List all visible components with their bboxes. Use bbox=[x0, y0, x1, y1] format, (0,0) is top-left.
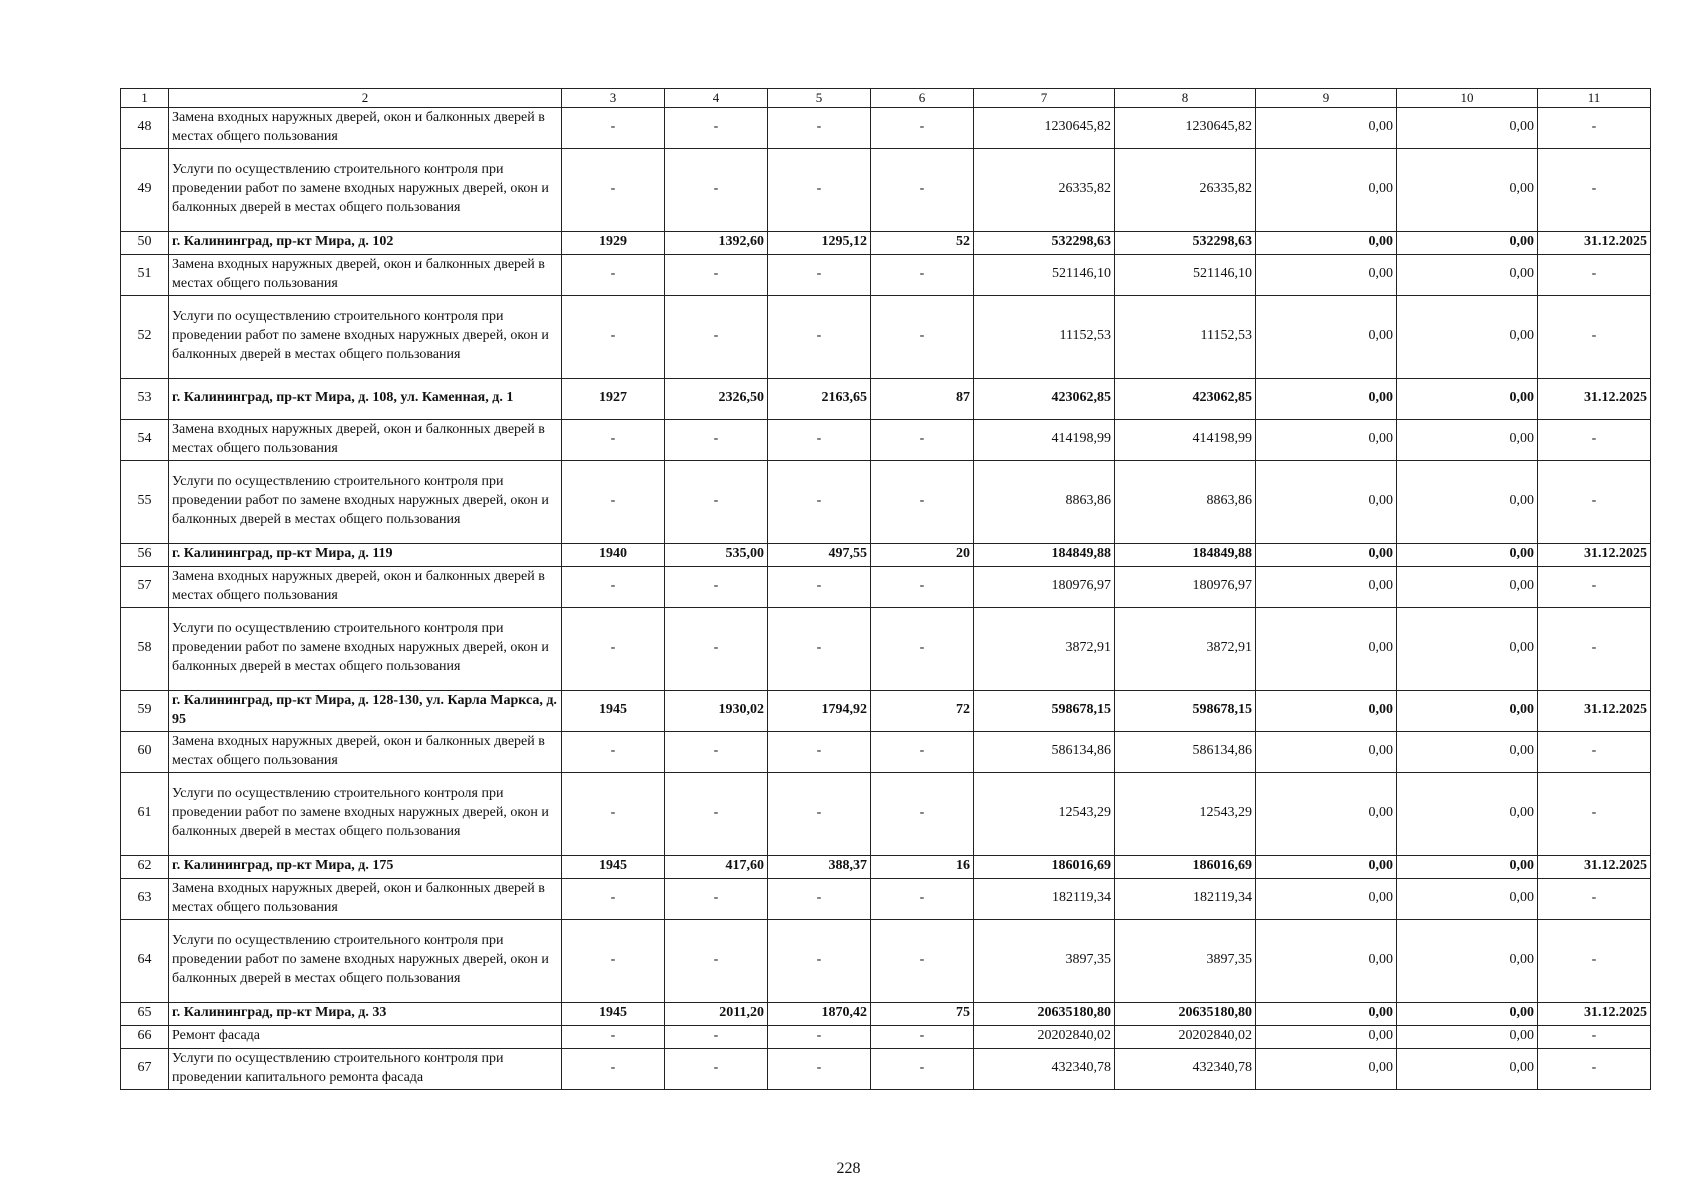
header-cell: 5 bbox=[768, 89, 871, 108]
cell-col4: - bbox=[665, 772, 768, 855]
work-description: Замена входных наружных дверей, окон и балконных дверей в местах общего пользования bbox=[169, 878, 562, 919]
cell-col9: 0,00 bbox=[1256, 855, 1397, 878]
cell-col10: 0,00 bbox=[1397, 919, 1538, 1002]
cell-col10: 0,00 bbox=[1397, 460, 1538, 543]
cell-col7: 598678,15 bbox=[974, 690, 1115, 731]
cell-col11: - bbox=[1538, 1025, 1651, 1048]
cell-col8: 26335,82 bbox=[1115, 148, 1256, 231]
row-number: 55 bbox=[121, 460, 169, 543]
cell-col10: 0,00 bbox=[1397, 1025, 1538, 1048]
cell-col6: 16 bbox=[871, 855, 974, 878]
cell-col8: 423062,85 bbox=[1115, 378, 1256, 419]
cell-col6: - bbox=[871, 107, 974, 148]
cell-col5: 1870,42 bbox=[768, 1002, 871, 1025]
cell-col7: 180976,97 bbox=[974, 566, 1115, 607]
cell-col10: 0,00 bbox=[1397, 148, 1538, 231]
cell-col3: - bbox=[562, 566, 665, 607]
column-number-header-row bbox=[121, 89, 1651, 108]
cell-col3: 1927 bbox=[562, 378, 665, 419]
table-row bbox=[121, 919, 1651, 1002]
cell-col11: - bbox=[1538, 919, 1651, 1002]
cell-col3: - bbox=[562, 878, 665, 919]
cell-col3: 1945 bbox=[562, 690, 665, 731]
cell-col5: - bbox=[768, 1025, 871, 1048]
cell-col11: - bbox=[1538, 460, 1651, 543]
cell-col5: - bbox=[768, 148, 871, 231]
work-description: Замена входных наружных дверей, окон и балконных дверей в местах общего пользования bbox=[169, 419, 562, 460]
row-number: 67 bbox=[121, 1048, 169, 1089]
cell-col8: 20202840,02 bbox=[1115, 1025, 1256, 1048]
cell-col6: - bbox=[871, 919, 974, 1002]
completion-date: 31.12.2025 bbox=[1538, 855, 1651, 878]
cell-col7: 184849,88 bbox=[974, 543, 1115, 566]
cell-col3: - bbox=[562, 107, 665, 148]
cell-col4: - bbox=[665, 107, 768, 148]
work-description: Услуги по осуществлению строительного контроля при проведении работ по замене входных наружных дверей, окон и балконных дверей в местах общего пользования bbox=[169, 460, 562, 543]
cell-col4: - bbox=[665, 731, 768, 772]
cell-col3: - bbox=[562, 919, 665, 1002]
cell-col5: 2163,65 bbox=[768, 378, 871, 419]
cell-col5: 1295,12 bbox=[768, 231, 871, 254]
cell-col3: - bbox=[562, 1025, 665, 1048]
work-description: Услуги по осуществлению строительного контроля при проведении работ по замене входных наружных дверей, окон и балконных дверей в местах общего пользования bbox=[169, 919, 562, 1002]
row-number: 61 bbox=[121, 772, 169, 855]
cell-col7: 182119,34 bbox=[974, 878, 1115, 919]
cell-col8: 532298,63 bbox=[1115, 231, 1256, 254]
row-number: 50 bbox=[121, 231, 169, 254]
completion-date: 31.12.2025 bbox=[1538, 231, 1651, 254]
cell-col10: 0,00 bbox=[1397, 295, 1538, 378]
cell-col3: - bbox=[562, 460, 665, 543]
work-description: Замена входных наружных дверей, окон и балконных дверей в местах общего пользования bbox=[169, 107, 562, 148]
address-row bbox=[121, 855, 1651, 878]
row-number: 49 bbox=[121, 148, 169, 231]
cell-col10: 0,00 bbox=[1397, 878, 1538, 919]
cell-col5: - bbox=[768, 107, 871, 148]
cell-col5: - bbox=[768, 607, 871, 690]
table-row bbox=[121, 148, 1651, 231]
repair-program-table bbox=[120, 88, 1651, 1090]
row-number: 66 bbox=[121, 1025, 169, 1048]
cell-col8: 184849,88 bbox=[1115, 543, 1256, 566]
cell-col9: 0,00 bbox=[1256, 878, 1397, 919]
header-cell: 9 bbox=[1256, 89, 1397, 108]
cell-col8: 414198,99 bbox=[1115, 419, 1256, 460]
row-number: 54 bbox=[121, 419, 169, 460]
cell-col3: - bbox=[562, 772, 665, 855]
cell-col7: 12543,29 bbox=[974, 772, 1115, 855]
cell-col11: - bbox=[1538, 148, 1651, 231]
cell-col9: 0,00 bbox=[1256, 1002, 1397, 1025]
row-number: 65 bbox=[121, 1002, 169, 1025]
cell-col8: 3897,35 bbox=[1115, 919, 1256, 1002]
cell-col8: 1230645,82 bbox=[1115, 107, 1256, 148]
row-number: 57 bbox=[121, 566, 169, 607]
work-description: Услуги по осуществлению строительного контроля при проведении работ по замене входных наружных дверей, окон и балконных дверей в местах общего пользования bbox=[169, 772, 562, 855]
row-number: 59 bbox=[121, 690, 169, 731]
work-description: Замена входных наружных дверей, окон и балконных дверей в местах общего пользования bbox=[169, 566, 562, 607]
completion-date: 31.12.2025 bbox=[1538, 690, 1651, 731]
cell-col4: - bbox=[665, 1048, 768, 1089]
header-cell: 7 bbox=[974, 89, 1115, 108]
cell-col6: - bbox=[871, 566, 974, 607]
cell-col8: 432340,78 bbox=[1115, 1048, 1256, 1089]
cell-col5: - bbox=[768, 295, 871, 378]
building-address: г. Калининград, пр-кт Мира, д. 128-130, ул. Карла Маркса, д. 95 bbox=[169, 690, 562, 731]
cell-col6: 87 bbox=[871, 378, 974, 419]
cell-col11: - bbox=[1538, 878, 1651, 919]
building-address: г. Калининград, пр-кт Мира, д. 33 bbox=[169, 1002, 562, 1025]
header-cell: 3 bbox=[562, 89, 665, 108]
cell-col11: - bbox=[1538, 566, 1651, 607]
cell-col3: - bbox=[562, 148, 665, 231]
cell-col7: 1230645,82 bbox=[974, 107, 1115, 148]
cell-col9: 0,00 bbox=[1256, 566, 1397, 607]
cell-col8: 186016,69 bbox=[1115, 855, 1256, 878]
page-number: 228 bbox=[836, 1160, 861, 1177]
address-row bbox=[121, 1002, 1651, 1025]
cell-col11: - bbox=[1538, 295, 1651, 378]
table-row bbox=[121, 419, 1651, 460]
cell-col6: - bbox=[871, 731, 974, 772]
cell-col3: 1945 bbox=[562, 855, 665, 878]
cell-col10: 0,00 bbox=[1397, 607, 1538, 690]
cell-col11: - bbox=[1538, 1048, 1651, 1089]
table-row bbox=[121, 254, 1651, 295]
header-cell: 11 bbox=[1538, 89, 1651, 108]
row-number: 63 bbox=[121, 878, 169, 919]
cell-col9: 0,00 bbox=[1256, 231, 1397, 254]
cell-col5: - bbox=[768, 731, 871, 772]
cell-col8: 8863,86 bbox=[1115, 460, 1256, 543]
cell-col7: 432340,78 bbox=[974, 1048, 1115, 1089]
cell-col9: 0,00 bbox=[1256, 148, 1397, 231]
cell-col7: 532298,63 bbox=[974, 231, 1115, 254]
cell-col11: - bbox=[1538, 107, 1651, 148]
row-number: 51 bbox=[121, 254, 169, 295]
cell-col9: 0,00 bbox=[1256, 731, 1397, 772]
cell-col8: 3872,91 bbox=[1115, 607, 1256, 690]
cell-col4: - bbox=[665, 607, 768, 690]
cell-col5: 1794,92 bbox=[768, 690, 871, 731]
cell-col5: - bbox=[768, 919, 871, 1002]
building-address: г. Калининград, пр-кт Мира, д. 108, ул. Каменная, д. 1 bbox=[169, 378, 562, 419]
cell-col4: - bbox=[665, 566, 768, 607]
cell-col4: - bbox=[665, 460, 768, 543]
header-cell: 8 bbox=[1115, 89, 1256, 108]
cell-col10: 0,00 bbox=[1397, 107, 1538, 148]
work-description: Ремонт фасада bbox=[169, 1025, 562, 1048]
row-number: 56 bbox=[121, 543, 169, 566]
cell-col7: 3897,35 bbox=[974, 919, 1115, 1002]
cell-col7: 586134,86 bbox=[974, 731, 1115, 772]
cell-col7: 11152,53 bbox=[974, 295, 1115, 378]
cell-col9: 0,00 bbox=[1256, 690, 1397, 731]
table-row bbox=[121, 1048, 1651, 1089]
cell-col3: - bbox=[562, 607, 665, 690]
header-cell: 2 bbox=[169, 89, 562, 108]
cell-col8: 20635180,80 bbox=[1115, 1002, 1256, 1025]
table-row bbox=[121, 607, 1651, 690]
address-row bbox=[121, 231, 1651, 254]
cell-col10: 0,00 bbox=[1397, 772, 1538, 855]
cell-col9: 0,00 bbox=[1256, 1048, 1397, 1089]
cell-col9: 0,00 bbox=[1256, 1025, 1397, 1048]
cell-col8: 598678,15 bbox=[1115, 690, 1256, 731]
cell-col6: 72 bbox=[871, 690, 974, 731]
cell-col5: 388,37 bbox=[768, 855, 871, 878]
work-description: Услуги по осуществлению строительного контроля при проведении работ по замене входных наружных дверей, окон и балконных дверей в местах общего пользования bbox=[169, 295, 562, 378]
table-row bbox=[121, 460, 1651, 543]
cell-col9: 0,00 bbox=[1256, 460, 1397, 543]
table-row bbox=[121, 878, 1651, 919]
cell-col3: - bbox=[562, 419, 665, 460]
cell-col9: 0,00 bbox=[1256, 772, 1397, 855]
cell-col4: - bbox=[665, 295, 768, 378]
work-description: Замена входных наружных дверей, окон и балконных дверей в местах общего пользования bbox=[169, 731, 562, 772]
address-row bbox=[121, 690, 1651, 731]
cell-col11: - bbox=[1538, 419, 1651, 460]
cell-col3: - bbox=[562, 731, 665, 772]
cell-col9: 0,00 bbox=[1256, 419, 1397, 460]
cell-col5: - bbox=[768, 878, 871, 919]
cell-col4: 1930,02 bbox=[665, 690, 768, 731]
header-cell: 1 bbox=[121, 89, 169, 108]
cell-col6: - bbox=[871, 772, 974, 855]
cell-col4: 2326,50 bbox=[665, 378, 768, 419]
cell-col10: 0,00 bbox=[1397, 543, 1538, 566]
table-row bbox=[121, 772, 1651, 855]
address-row bbox=[121, 378, 1651, 419]
cell-col9: 0,00 bbox=[1256, 378, 1397, 419]
cell-col7: 186016,69 bbox=[974, 855, 1115, 878]
cell-col4: - bbox=[665, 919, 768, 1002]
cell-col5: 497,55 bbox=[768, 543, 871, 566]
building-address: г. Калининград, пр-кт Мира, д. 102 bbox=[169, 231, 562, 254]
cell-col8: 11152,53 bbox=[1115, 295, 1256, 378]
cell-col7: 521146,10 bbox=[974, 254, 1115, 295]
cell-col6: 75 bbox=[871, 1002, 974, 1025]
cell-col9: 0,00 bbox=[1256, 919, 1397, 1002]
completion-date: 31.12.2025 bbox=[1538, 543, 1651, 566]
cell-col7: 26335,82 bbox=[974, 148, 1115, 231]
table-row bbox=[121, 1025, 1651, 1048]
cell-col6: - bbox=[871, 419, 974, 460]
cell-col3: - bbox=[562, 1048, 665, 1089]
row-number: 58 bbox=[121, 607, 169, 690]
header-cell: 6 bbox=[871, 89, 974, 108]
cell-col4: 1392,60 bbox=[665, 231, 768, 254]
work-description: Услуги по осуществлению строительного контроля при проведении работ по замене входных наружных дверей, окон и балконных дверей в местах общего пользования bbox=[169, 607, 562, 690]
cell-col9: 0,00 bbox=[1256, 107, 1397, 148]
cell-col11: - bbox=[1538, 607, 1651, 690]
cell-col6: - bbox=[871, 1048, 974, 1089]
cell-col9: 0,00 bbox=[1256, 254, 1397, 295]
cell-col11: - bbox=[1538, 254, 1651, 295]
cell-col4: 535,00 bbox=[665, 543, 768, 566]
cell-col8: 12543,29 bbox=[1115, 772, 1256, 855]
cell-col6: - bbox=[871, 1025, 974, 1048]
cell-col4: 2011,20 bbox=[665, 1002, 768, 1025]
row-number: 62 bbox=[121, 855, 169, 878]
cell-col4: - bbox=[665, 254, 768, 295]
cell-col4: - bbox=[665, 419, 768, 460]
cell-col9: 0,00 bbox=[1256, 543, 1397, 566]
row-number: 53 bbox=[121, 378, 169, 419]
cell-col5: - bbox=[768, 772, 871, 855]
cell-col5: - bbox=[768, 1048, 871, 1089]
cell-col6: - bbox=[871, 607, 974, 690]
cell-col10: 0,00 bbox=[1397, 1048, 1538, 1089]
cell-col8: 182119,34 bbox=[1115, 878, 1256, 919]
building-address: г. Калининград, пр-кт Мира, д. 175 bbox=[169, 855, 562, 878]
cell-col3: 1945 bbox=[562, 1002, 665, 1025]
cell-col7: 3872,91 bbox=[974, 607, 1115, 690]
cell-col11: - bbox=[1538, 731, 1651, 772]
cell-col4: - bbox=[665, 1025, 768, 1048]
cell-col10: 0,00 bbox=[1397, 855, 1538, 878]
cell-col6: - bbox=[871, 295, 974, 378]
cell-col7: 8863,86 bbox=[974, 460, 1115, 543]
cell-col6: - bbox=[871, 878, 974, 919]
cell-col5: - bbox=[768, 419, 871, 460]
cell-col10: 0,00 bbox=[1397, 731, 1538, 772]
cell-col3: 1929 bbox=[562, 231, 665, 254]
cell-col11: - bbox=[1538, 772, 1651, 855]
completion-date: 31.12.2025 bbox=[1538, 378, 1651, 419]
cell-col10: 0,00 bbox=[1397, 690, 1538, 731]
header-cell: 10 bbox=[1397, 89, 1538, 108]
cell-col10: 0,00 bbox=[1397, 378, 1538, 419]
cell-col6: 52 bbox=[871, 231, 974, 254]
row-number: 60 bbox=[121, 731, 169, 772]
cell-col4: - bbox=[665, 148, 768, 231]
table-row bbox=[121, 566, 1651, 607]
work-description: Замена входных наружных дверей, окон и балконных дверей в местах общего пользования bbox=[169, 254, 562, 295]
cell-col3: - bbox=[562, 295, 665, 378]
cell-col7: 414198,99 bbox=[974, 419, 1115, 460]
cell-col10: 0,00 bbox=[1397, 1002, 1538, 1025]
row-number: 48 bbox=[121, 107, 169, 148]
cell-col8: 180976,97 bbox=[1115, 566, 1256, 607]
cell-col3: - bbox=[562, 254, 665, 295]
cell-col10: 0,00 bbox=[1397, 419, 1538, 460]
cell-col4: 417,60 bbox=[665, 855, 768, 878]
cell-col7: 20202840,02 bbox=[974, 1025, 1115, 1048]
cell-col5: - bbox=[768, 254, 871, 295]
cell-col8: 521146,10 bbox=[1115, 254, 1256, 295]
work-description: Услуги по осуществлению строительного контроля при проведении капитального ремонта фасада bbox=[169, 1048, 562, 1089]
cell-col5: - bbox=[768, 460, 871, 543]
row-number: 52 bbox=[121, 295, 169, 378]
cell-col10: 0,00 bbox=[1397, 254, 1538, 295]
cell-col4: - bbox=[665, 878, 768, 919]
cell-col7: 20635180,80 bbox=[974, 1002, 1115, 1025]
work-description: Услуги по осуществлению строительного контроля при проведении работ по замене входных наружных дверей, окон и балконных дверей в местах общего пользования bbox=[169, 148, 562, 231]
table-row bbox=[121, 731, 1651, 772]
cell-col6: 20 bbox=[871, 543, 974, 566]
row-number: 64 bbox=[121, 919, 169, 1002]
cell-col6: - bbox=[871, 254, 974, 295]
cell-col10: 0,00 bbox=[1397, 566, 1538, 607]
building-address: г. Калининград, пр-кт Мира, д. 119 bbox=[169, 543, 562, 566]
table-row bbox=[121, 107, 1651, 148]
cell-col5: - bbox=[768, 566, 871, 607]
table-row bbox=[121, 295, 1651, 378]
cell-col8: 586134,86 bbox=[1115, 731, 1256, 772]
header-cell: 4 bbox=[665, 89, 768, 108]
cell-col9: 0,00 bbox=[1256, 295, 1397, 378]
cell-col6: - bbox=[871, 460, 974, 543]
cell-col6: - bbox=[871, 148, 974, 231]
cell-col7: 423062,85 bbox=[974, 378, 1115, 419]
cell-col9: 0,00 bbox=[1256, 607, 1397, 690]
completion-date: 31.12.2025 bbox=[1538, 1002, 1651, 1025]
cell-col10: 0,00 bbox=[1397, 231, 1538, 254]
address-row bbox=[121, 543, 1651, 566]
cell-col3: 1940 bbox=[562, 543, 665, 566]
